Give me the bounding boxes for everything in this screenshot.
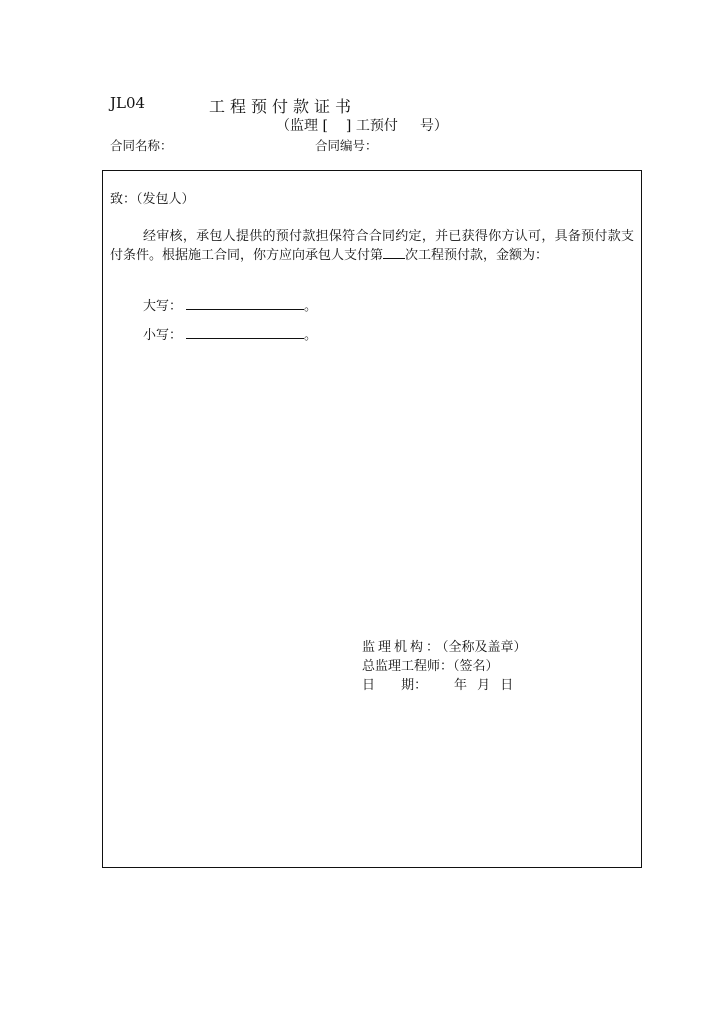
paragraph-text-2: 次工程预付款，金额为： xyxy=(405,248,549,263)
subtitle-prefix: （监理 [ xyxy=(276,118,328,134)
paragraph-text-1: 经审核，承包人提供的预付款担保符合合同约定，并已获得你方认可，具备预付款支付条件。根据施工合同，你方应向承包人支付第 xyxy=(110,229,634,263)
certificate-paragraph xyxy=(110,227,634,265)
amount-in-figures-end: 。 xyxy=(304,328,318,343)
amount-in-words-label: 大写： xyxy=(143,299,183,314)
chief-engineer-note: （签名） xyxy=(453,659,499,674)
supervision-org-line xyxy=(362,636,527,655)
amount-in-figures xyxy=(143,324,317,343)
payment-sequence-blank xyxy=(383,246,405,259)
date-line xyxy=(362,674,513,693)
contract-no-label: 合同编号： xyxy=(315,138,378,153)
form-code: JL04 xyxy=(110,94,146,112)
amount-in-figures-blank xyxy=(186,324,304,339)
amount-in-words-end: 。 xyxy=(304,299,318,314)
amount-in-words-blank xyxy=(186,295,304,310)
contract-name-label: 合同名称： xyxy=(110,138,173,153)
date-label: 日 期： xyxy=(362,678,428,693)
date-value: 年 月 日 xyxy=(454,678,514,693)
document-subtitle xyxy=(276,115,448,135)
supervision-org-note: （全称及盖章） xyxy=(442,640,527,655)
document-title: 工程预付款证书 xyxy=(209,97,357,116)
supervision-org-label: 监理机构： xyxy=(362,640,443,655)
recipient-line: 致：（发包人） xyxy=(110,192,195,207)
subtitle-middle: ] 工预付 xyxy=(345,118,398,134)
chief-engineer-label: 总监理工程师： xyxy=(362,659,454,674)
subtitle-suffix: 号） xyxy=(419,118,448,134)
certificate-frame xyxy=(102,170,642,868)
amount-in-figures-label: 小写： xyxy=(143,328,183,343)
chief-engineer-line xyxy=(362,655,499,674)
amount-in-words xyxy=(143,295,317,314)
